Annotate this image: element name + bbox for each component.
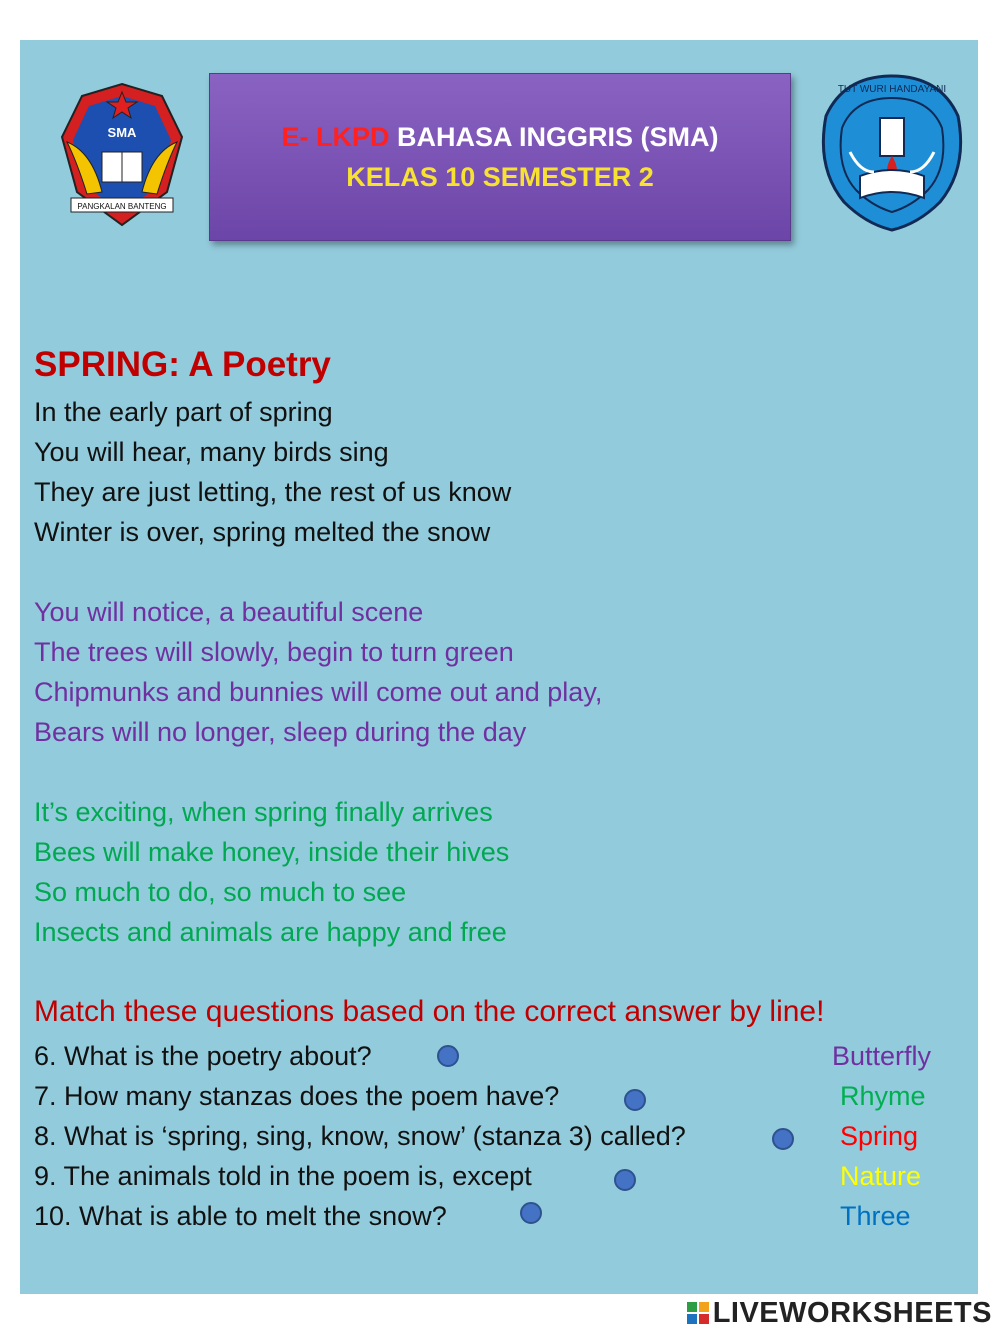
liveworksheets-brand bbox=[687, 1297, 992, 1330]
question-7: 7. How many stanzas does the poem have? bbox=[34, 1081, 560, 1111]
right-logo-text: TUT WURI HANDAYANI bbox=[837, 84, 947, 95]
poem-line: It’s exciting, when spring finally arrives bbox=[34, 797, 493, 827]
match-handle-q9[interactable] bbox=[614, 1169, 636, 1191]
school-logo bbox=[57, 82, 187, 227]
poem-line: Chipmunks and bunnies will come out and play, bbox=[34, 677, 603, 707]
poem-line: Bees will make honey, inside their hives bbox=[34, 837, 510, 867]
answer-nature[interactable]: Nature bbox=[840, 1161, 922, 1191]
quiz-instruction: Match these questions based on the correct answer by line! bbox=[34, 995, 825, 1028]
header-subtitle: KELAS 10 SEMESTER 2 bbox=[346, 162, 654, 192]
question-8: 8. What is ‘spring, sing, know, snow’ (stanza 3) called? bbox=[34, 1121, 686, 1151]
poem-line: So much to do, so much to see bbox=[34, 877, 407, 907]
question-6: 6. What is the poetry about? bbox=[34, 1041, 372, 1071]
answer-butterfly[interactable]: Butterfly bbox=[832, 1041, 932, 1071]
poem-line: You will notice, a beautiful scene bbox=[34, 597, 424, 627]
answer-three[interactable]: Three bbox=[840, 1201, 911, 1231]
poem-line: In the early part of spring bbox=[34, 397, 333, 427]
poem-line: Winter is over, spring melted the snow bbox=[34, 517, 491, 547]
header-title-prefix: E- LKPD bbox=[281, 122, 390, 152]
match-handle-q7[interactable] bbox=[624, 1089, 646, 1111]
header-banner bbox=[209, 73, 791, 241]
header-title-rest: BAHASA INGGRIS (SMA) bbox=[389, 122, 719, 152]
poem-line: You will hear, many birds sing bbox=[34, 437, 389, 467]
tut-wuri-handayani-logo bbox=[820, 72, 964, 232]
match-handle-q10[interactable] bbox=[520, 1202, 542, 1224]
answer-spring[interactable]: Spring bbox=[840, 1121, 919, 1151]
question-10: 10. What is able to melt the snow? bbox=[34, 1201, 447, 1231]
left-logo-bottom-text: PANGKALAN BANTENG bbox=[77, 202, 167, 211]
match-handle-q6[interactable] bbox=[437, 1045, 459, 1067]
poem-title: SPRING: A Poetry bbox=[34, 345, 331, 384]
poem-line: Insects and animals are happy and free bbox=[34, 917, 507, 947]
question-9: 9. The animals told in the poem is, except bbox=[34, 1161, 532, 1191]
match-handle-q8[interactable] bbox=[772, 1128, 794, 1150]
liveworksheets-logo-icon bbox=[687, 1302, 709, 1324]
header-title bbox=[210, 122, 790, 153]
left-logo-top-text: SMA bbox=[107, 125, 137, 140]
poem-line: They are just letting, the rest of us know bbox=[34, 477, 512, 507]
brand-text: LIVEWORKSHEETS bbox=[712, 1297, 992, 1329]
poem-line: The trees will slowly, begin to turn green bbox=[34, 637, 514, 667]
poem-line: Bears will no longer, sleep during the day bbox=[34, 717, 527, 747]
answer-rhyme[interactable]: Rhyme bbox=[840, 1081, 926, 1111]
